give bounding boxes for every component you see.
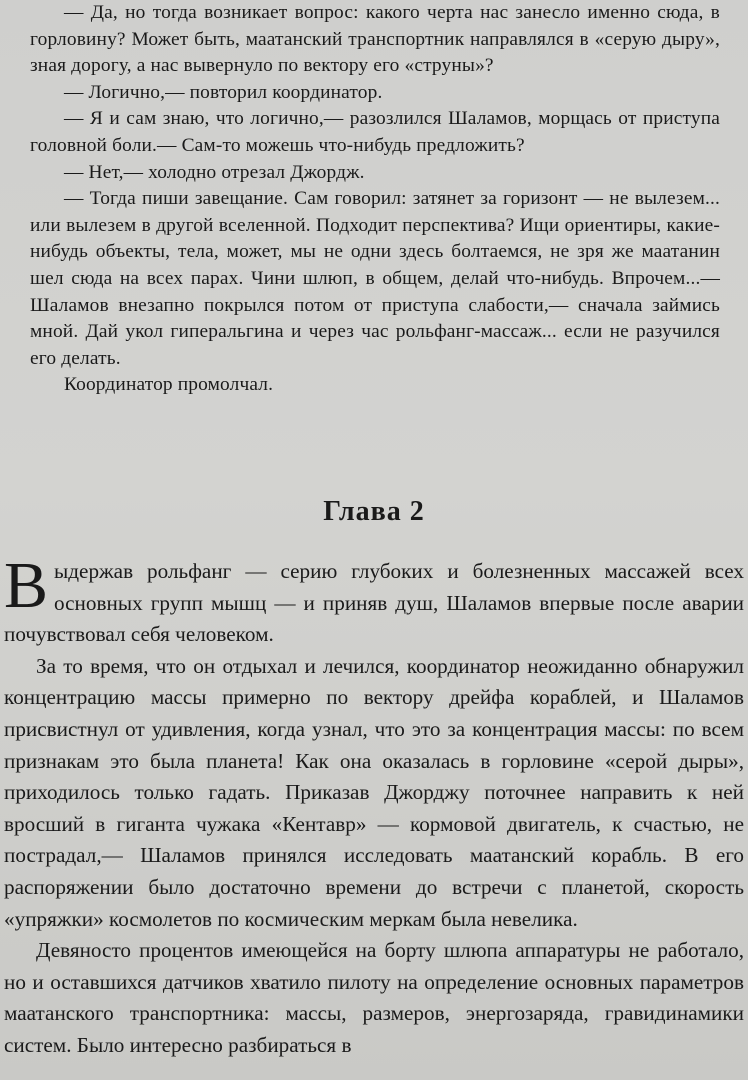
paragraph: Координатор промолчал. (64, 374, 274, 396)
paragraph: — Да, но тогда возникает вопрос: какого черта нас занесло именно сюда, в горловину? Может быть, маатанский транспортник направлялся в «серую дыру», зная дорогу, а нас вывернуло по вектору его «струны»? (30, 2, 720, 77)
chapter-text-block (4, 549, 744, 1062)
chapter-title: Глава 2 (323, 496, 425, 527)
first-paragraph-text: ыдержав рольфанг — серию глубоких и болезненных массажей всех основных групп мышц — и приняв душ, Шаламов впервые после аварии почувствовал себя человеком. (4, 559, 744, 647)
paragraph: Девяносто процентов имеющейся на борту шлюпа аппаратуры не работало, но и оставшихся датчиков хватило пилоту на определение основных параметров маатанского транспортника: массы, размеров, энергозаряда, гравидинамики систем. Было интересно разбираться в (4, 938, 744, 1057)
paragraph: — Нет,— холодно отрезал Джордж. (64, 161, 365, 183)
paragraph: — Тогда пиши завещание. Сам говорил: затянет за горизонт — не вылезем... или вылезем в другой вселенной. Подходит перспектива? Ищи ориентиры, какие-нибудь объекты, тела, может, мы не одни здесь болтаемся, не зря же маатанин шел сюда на всех парах. Чини шлюп, в общем, делай что-нибудь. Впрочем...— Шаламов внезапно покрылся потом от приступа слабости,— сначала займись мной. Дай укол гиперальгина и через час рольфанг-массаж... если не разучился его делать. (30, 188, 720, 369)
drop-cap: В (4, 549, 49, 622)
paragraph: — Логично,— повторил координатор. (64, 81, 383, 103)
paragraph: За то время, что он отдыхал и лечился, координатор неожиданно обнаружил концентрацию массы примерно по вектору дрейфа кораблей, и Шаламов присвистнул от удивления, когда узнал, что это за концентрация массы: по всем признакам это была планета! Как она оказалась в горловине «серой дыры», приходилось только гадать. Приказав Джорджу поточнее направить к ней вросший в гиганта чужака «Кентавр» — кормовой двигатель, к счастью, не пострадал,— Шаламов принялся исследовать маатанский корабль. В его распоряжении было достаточно времени до встречи с планетой, скорость «упряжки» космолетов по космическим меркам была невелика. (4, 653, 744, 931)
top-text-block (30, 0, 720, 399)
paragraph: — Я и сам знаю, что логично,— разозлился Шаламов, морщась от приступа головной боли.— Сам-то можешь что-нибудь предложить? (30, 108, 720, 156)
first-paragraph (4, 549, 744, 651)
